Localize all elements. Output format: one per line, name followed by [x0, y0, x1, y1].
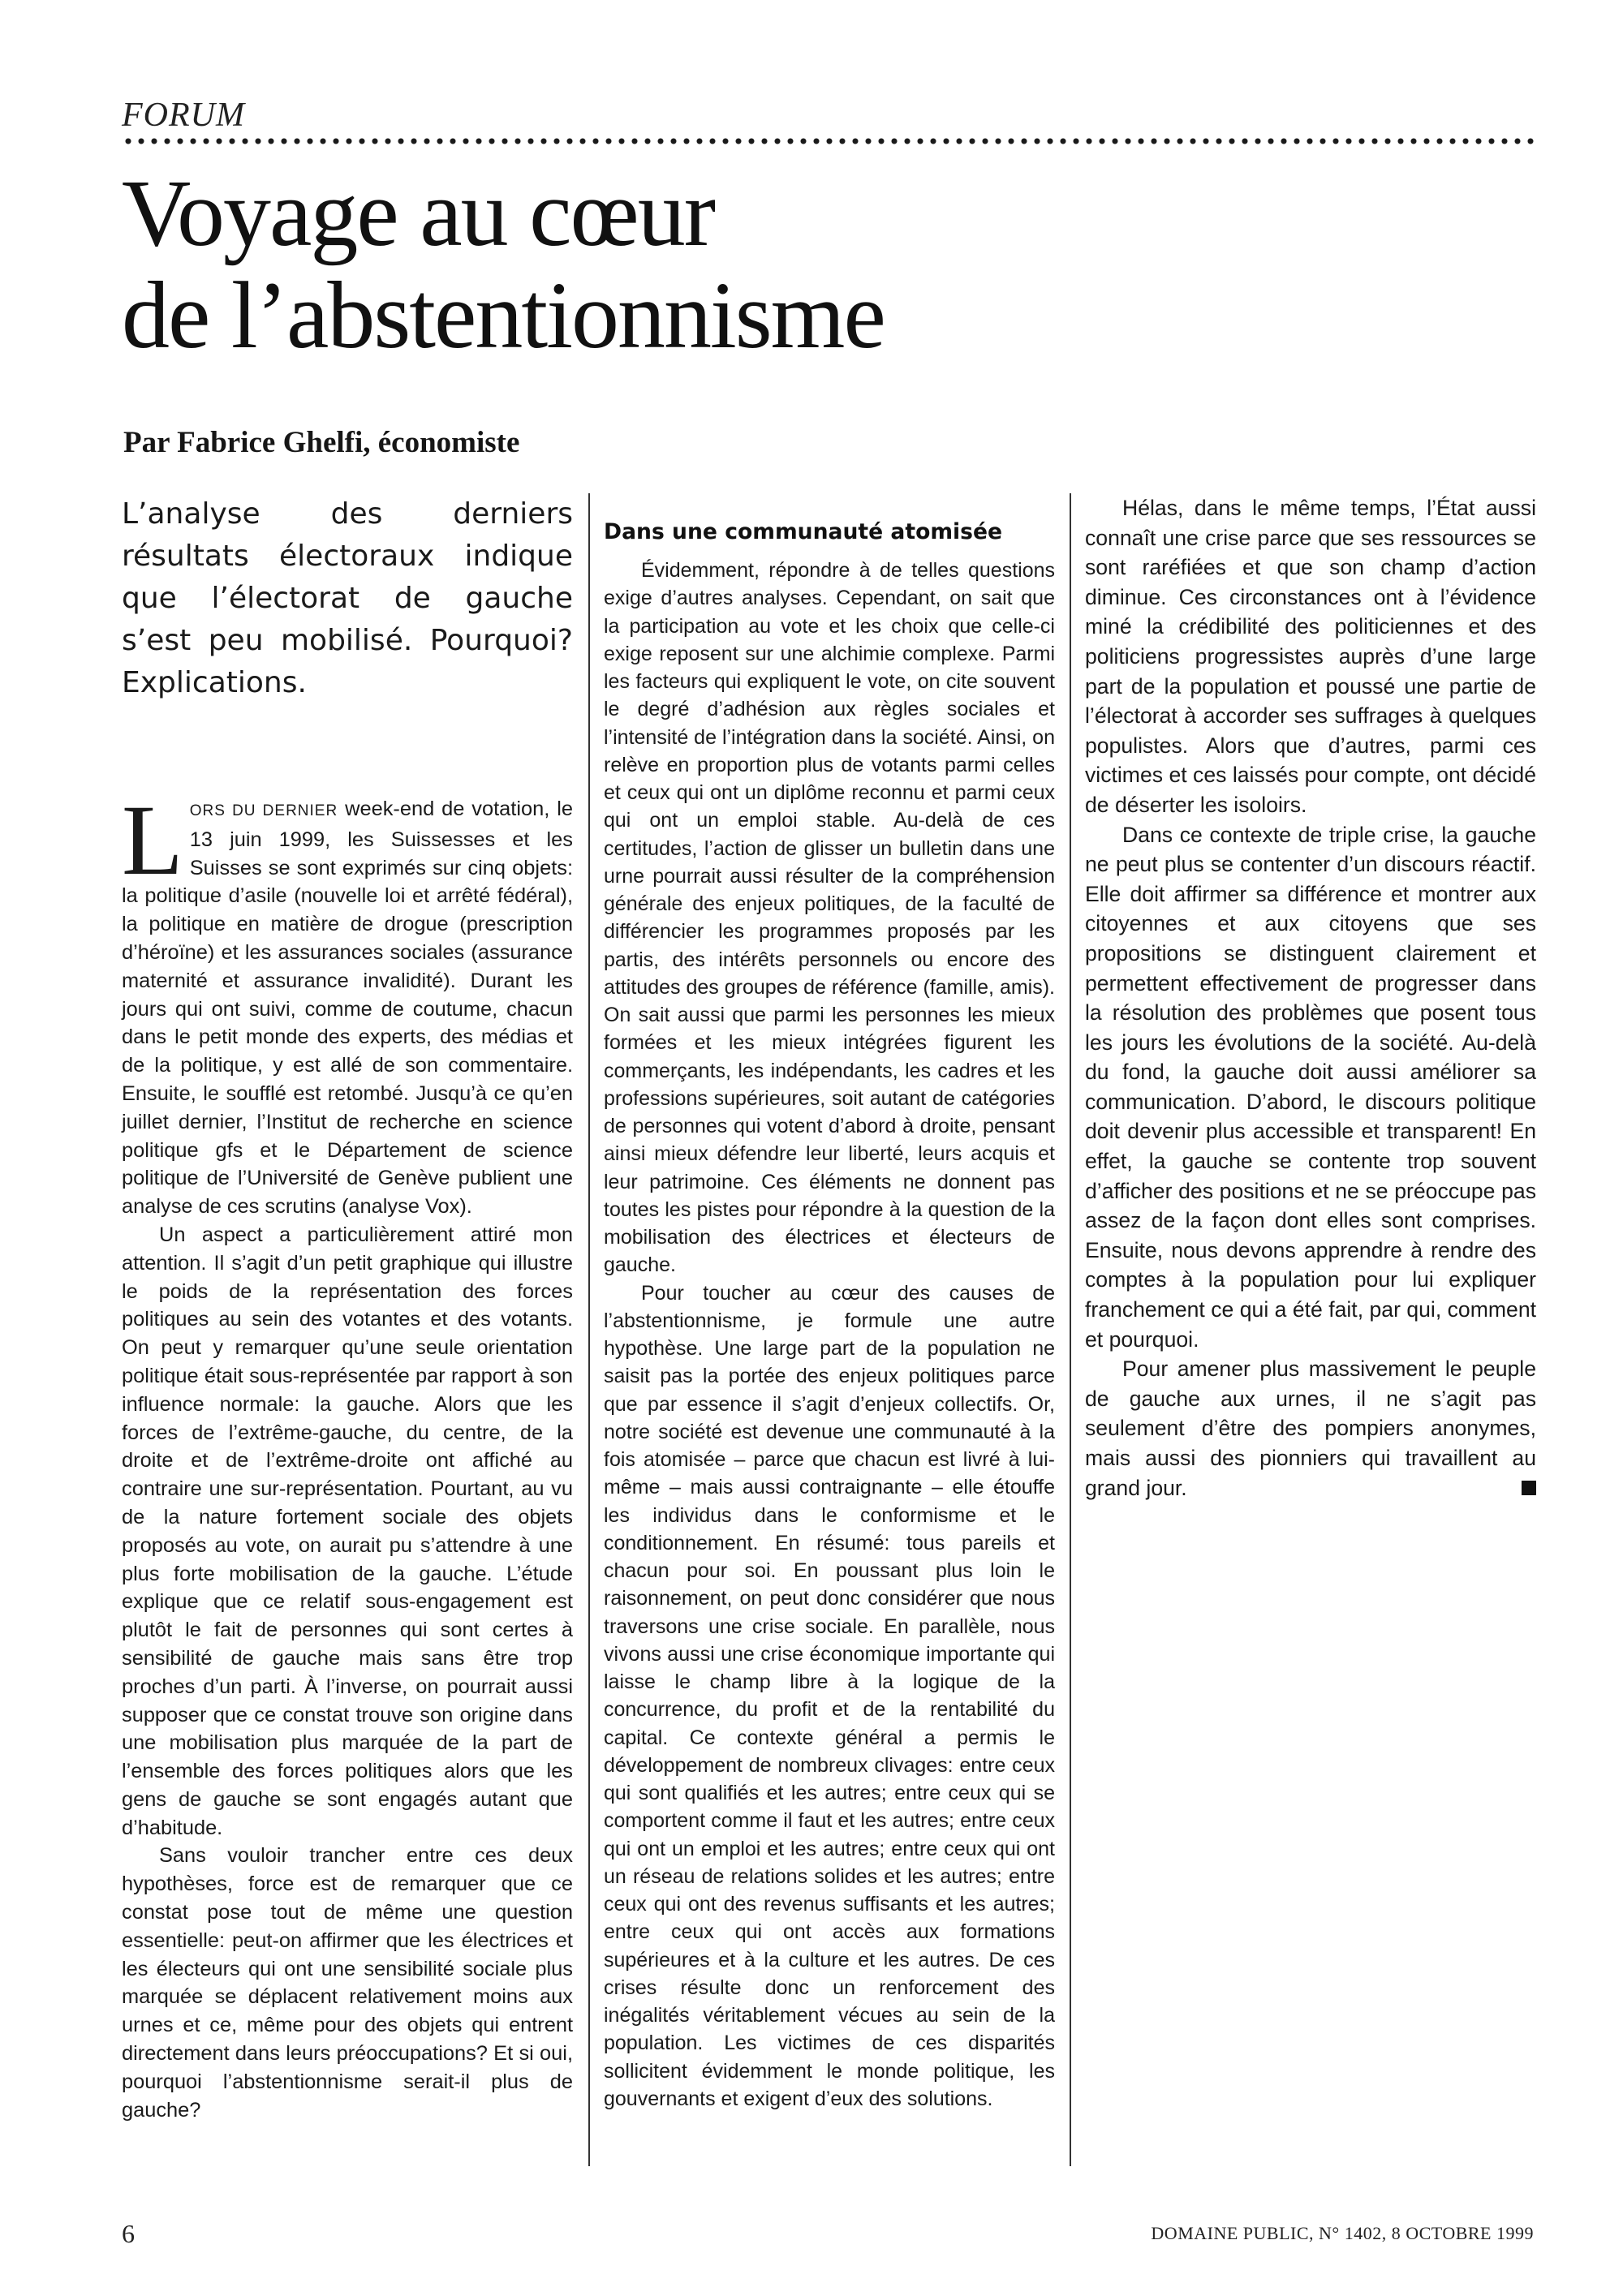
running-foot: DOMAINE PUBLIC, N° 1402, 8 OCTOBRE 1999	[1151, 2223, 1534, 2243]
paragraph-6: Hélas, dans le même temps, l’État aussi connaît une crise parce que ses ressources se sont raréfiées et que son champ d’action diminue. Ces circonstances ont à l’évidence miné la crédibilité des politiciennes et des politiciens progressistes auprès d’une large part de la population et poussé une partie de l’électorat à accorder ses suffrages à quelques populistes. Alors que d’autres, parmi ces victimes et ces laissés pour compte, ont décidé de déserter les isoloirs.	[1085, 496, 1536, 817]
column-divider-2	[1070, 493, 1071, 2166]
paragraph-3: Sans vouloir trancher entre ces deux hypothèses, force est de remarquer que ce constat pose tout de même une question essentielle: peut-on affirmer que les électrices et les électeurs qui ont une sensibilité sociale plus marquée se déplacent relativement moins aux urnes et ce, même pour des objets qui entrent directement dans leurs préoccupations? Et si oui, pourquoi l’abstentionnisme serait-il plus de gauche?	[122, 1844, 573, 2122]
column-3	[1085, 493, 1536, 1503]
end-mark-icon	[1522, 1481, 1536, 1495]
paragraph-7: Dans ce contexte de triple crise, la gauche ne peut plus se contenter d’un discours réactif. Elle doit affirmer sa différence et montrer aux citoyennes et aux citoyens que ses propositions se distinguent clairement et permettent effectivement de progresser dans la résolution des problèmes que posent tous les jours les évolutions de la société. Au-delà du fond, la gauche doit aussi améliorer sa communication. D’abord, le discours politique doit devenir plus accessible et transparent! En effet, la gauche se contente trop souvent d’afficher des positions et ne se préoccupe pas assez de la façon dont elles sont comprises. Ensuite, nous devons apprendre à rendre des comptes à la population pour lui expliquer franchement ce qui a été fait, par qui, comment et pourquoi.	[1085, 822, 1536, 1352]
paragraph-4: Évidemment, répondre à de telles questions exige d’autres analyses. Cependant, on sait que la participation au vote et les choix que celle-ci exige reposent sur une alchimie complexe. Parmi les facteurs qui expliquent le vote, on cite souvent le degré d’adhésion aux règles sociales et l’intensité de l’intégration dans la société. Ainsi, on relève en proportion plus de votants parmi celles et ceux qui ont un diplôme reconnu et parmi ceux qui ont un emploi stable. Au-delà de ces certitudes, l’action de glisser un bulletin dans une urne pourrait aussi résulter de la compréhension générale des enjeux politiques, de la faculté de différencier les programmes proposés par les partis, des intérêts personnels ou encore des attitudes des groupes de référence (famille, amis). On sait aussi que parmi les personnes les mieux formées et les mieux intégrées figurent les commerçants, les indépendants, les cadres et les professions supérieures, soit autant de catégories de personnes qui votent d’abord à droite, pensant ainsi mieux défendre leur liberté, leurs acquis et leur patrimoine. Ces éléments ne donnent pas toutes les pistes pour répondre à la question de la mobilisation des électrices et électeurs de gauche.	[604, 559, 1055, 1277]
article-title	[122, 162, 1501, 367]
paragraph-5: Pour toucher au cœur des causes de l’abstentionnisme, je formule une autre hypothèse. Une large part de la population ne saisit pas la portée des enjeux politiques parce que par essence il s’agit d’enjeux collectifs. Or, notre société est devenue une communauté à la fois atomisée – parce que chacun est livré à lui-même – mais aussi contraignante – elle étouffe les individus dans le conformisme et le conditionnement. En résumé: tous pareils et chacun pour soi. En poussant plus loin le raisonnement, on peut donc considérer que nous traversons une crise sociale. En parallèle, nous vivons aussi une crise économique importante qui laisse le champ libre à la logique de la concurrence, du profit et de la rentabilité du capital. Ce contexte général a permis le développement de nombreux clivages: entre ceux qui sont qualifiés et les autres; entre ceux qui se comportent comme il faut et les autres; entre ceux qui ont un emploi et les autres; entre ceux qui ont un réseau de relations solides et les autres; entre ceux qui ont des revenus suffisants et les autres; entre ceux qui ont accès aux formations supérieures et à la culture et les autres. De ces crises résulte donc un renforcement des inégalités véritablement vécues au sein de la population. Les victimes de ces disparités sollicitent évidemment le monde politique, les gouvernants et exigent d’eux des solutions.	[604, 1281, 1055, 2110]
section-rubric: FORUM	[122, 97, 245, 134]
paragraph-1	[122, 785, 573, 1221]
paragraph-8: Pour amener plus massivement le peuple de gauche aux urnes, il ne s’agit pas seulement d’être des pompiers anonymes, mais aussi des pionniers qui travaillent au grand jour.	[1085, 1357, 1536, 1500]
column-2	[604, 493, 1055, 2113]
byline: Par Fabrice Ghelfi, économiste	[123, 426, 520, 459]
chapo: L’analyse des derniers résultats électoraux indique que l’électorat de gauche s’est peu mobilisé. Pourquoi? Explications.	[122, 497, 573, 699]
paragraph-1-text: week-end de votation, le 13 juin 1999, les Suissesses et les Suisses se sont exprimés sur cinq objets: la politique d’asile (nouvelle loi et arrêté fédéral), la politique en matière de drogue (prescription d’héroïne) et les assurances sociales (assurance maternité et assurance invalidité). Durant les jours qui ont suivi, comme de coutume, chacun dans le petit monde des experts, des médias et de la politique, y est allé de son commentaire. Ensuite, le soufflé est retombé. Jusqu’à ce qu’en juillet dernier, l’Institut de recherche en science politique gfs et le Département de science politique de l’Université de Genève publient une analyse de ces scrutins (analyse Vox).	[122, 798, 573, 1219]
title-line-1: Voyage au cœur	[122, 160, 715, 266]
title-line-2: de l’abstentionnisme	[122, 262, 885, 368]
column-divider-1	[588, 493, 590, 2166]
lead-in-smallcaps: ORS DU DERNIER	[189, 802, 338, 819]
drop-cap: L	[122, 785, 183, 896]
subheading: Dans une communauté atomisée	[604, 519, 1003, 544]
paragraph-2: Un aspect a particulièrement attiré mon attention. Il s’agit d’un petit graphique qui illustre le poids de la représentation des forces politiques au sein des votantes et des votants. On peut y remarquer qu’une seule orientation politique était sous-représentée par rapport à son influence normale: la gauche. Alors que les forces de l’extrême-gauche, du centre, de la droite et de l’extrême-droite ont affiché au contraire une sur-représentation. Pourtant, au vu de la nature fortement sociale des objets proposés au vote, on aurait pu s’attendre à une plus forte mobilisation de la gauche. L’étude explique que ce relatif sous-engagement est plutôt le fait de personnes qui sont certes à sensibilité de gauche mais sans être trop proches d’un parti. À l’inverse, on pourrait aussi supposer que ce constat trouve son origine dans une mobilisation plus marquée de la part de l’ensemble des forces politiques alors que les gens de gauche se sont engagés autant que d’habitude.	[122, 1223, 573, 1839]
dotted-rule	[122, 138, 1534, 144]
page-number: 6	[122, 2219, 135, 2248]
column-1	[122, 493, 573, 2124]
